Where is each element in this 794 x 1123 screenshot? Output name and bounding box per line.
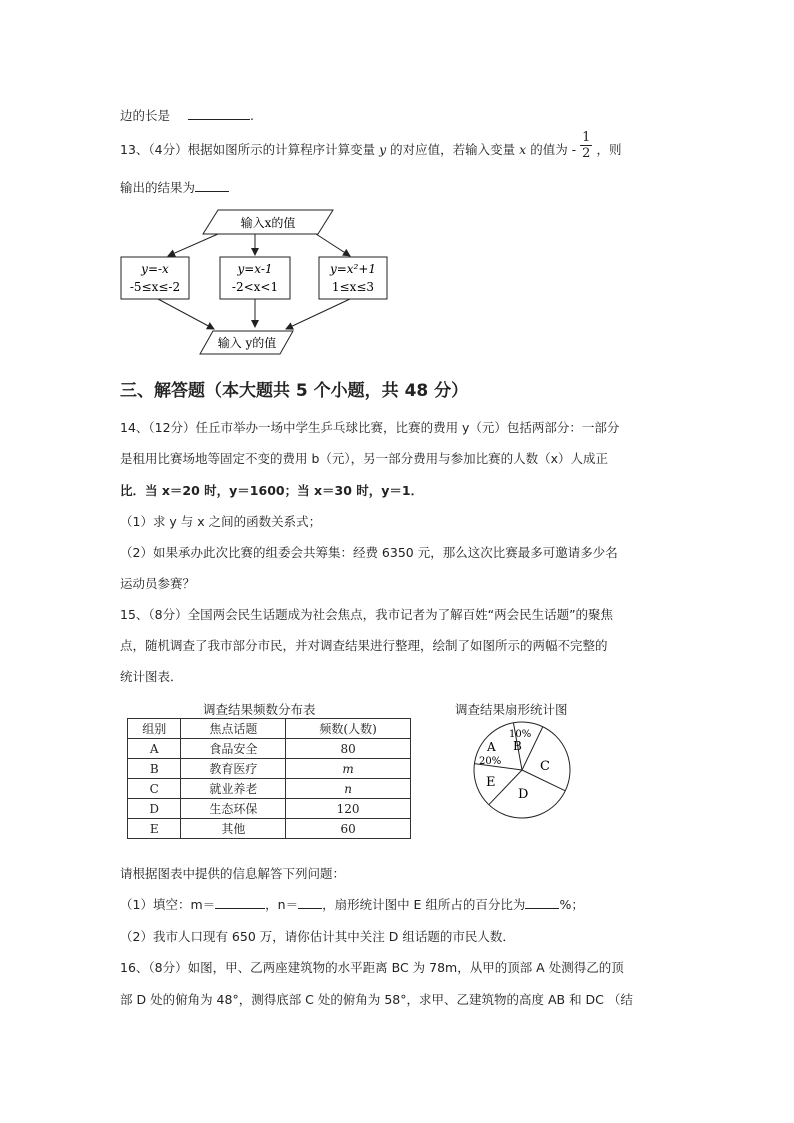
flow-arrow: [158, 299, 214, 329]
table-cell: m: [286, 759, 411, 779]
table-row: [128, 799, 411, 819]
flow-input-label: 输入x的值: [240, 216, 296, 230]
q15-line3: 统计图表．: [120, 669, 183, 684]
table-row: [128, 779, 411, 799]
answer-blank: [188, 107, 250, 120]
table-cell: 就业养老: [181, 779, 286, 799]
pie-label-c: C: [540, 759, 550, 774]
q14-sub2b: 运动员参赛？: [120, 576, 196, 591]
pie-label-a: A: [487, 740, 496, 754]
table-cell: E: [128, 819, 181, 839]
table-cell: 80: [286, 739, 411, 759]
section-title: 三、解答题（本大题共 5 个小题，共 48 分）: [120, 381, 469, 401]
flowchart: [118, 205, 390, 360]
table-cell: n: [286, 779, 411, 799]
table-header-cell: 焦点话题: [181, 719, 286, 739]
table-cell: 其他: [181, 819, 286, 839]
q16-line1: 16、（8分）如图，甲、乙两座建筑物的水平距离 BC 为 78m，从甲的顶部 A 处测得乙的顶: [120, 960, 624, 975]
flow-formula-1: y=-x: [141, 262, 169, 276]
q15-line2: 点，随机调查了我市部分市民，并对调查结果进行整理，绘制了如图所示的两幅不完整的: [120, 638, 608, 653]
q14-line3: 比．当 x＝20 时，y＝1600；当 x＝30 时，y＝1．: [120, 483, 424, 498]
flow-range-1: -5≤x≤-2: [129, 280, 181, 294]
q14-sub1: （1）求 y 与 x 之间的函数关系式；: [120, 514, 322, 529]
flow-arrow: [316, 234, 350, 256]
q14-sub2a: （2）如果承办此次比赛的组委会共筹集：经费 6350 元，那么这次比赛最多可邀请多少名: [120, 545, 618, 560]
pie-label-d: D: [518, 787, 529, 802]
table-cell: 120: [286, 799, 411, 819]
table-row: [128, 759, 411, 779]
answer-blank: [525, 896, 559, 909]
table-cell: A: [128, 739, 181, 759]
flow-formula-3: y=x²+1: [329, 262, 377, 276]
table-title: 调查结果频数分布表: [203, 702, 316, 717]
table-cell: D: [128, 799, 181, 819]
q14-line1: 14、（12分）任丘市举办一场中学生乒乓球比赛，比赛的费用 y（元）包括两部分：一部分: [120, 420, 620, 435]
pie-chart: [468, 720, 578, 820]
q15-ask: 请根据图表中提供的信息解答下列问题：: [120, 866, 346, 881]
q12-tail: 边的长是 .: [120, 108, 254, 123]
answer-blank: [298, 896, 322, 909]
table-cell: B: [128, 759, 181, 779]
q15-sub1: （1）填空：m＝ ，n＝ ，扇形统计图中 E 组所占的百分比为 %；: [120, 897, 584, 912]
q14-line2: 是租用比赛场地等固定不变的费用 b（元），另一部分费用与参加比赛的人数（x）人成正: [120, 451, 609, 466]
table-row: [128, 739, 411, 759]
q16-line2: 部 D 处的俯角为 48°，测得底部 C 处的俯角为 58°，求甲、乙建筑物的高度 AB 和 DC （结: [120, 992, 633, 1007]
q15-line1: 15、（8分）全国两会民生话题成为社会焦点，我市记者为了解百姓“两会民生话题”的聚焦: [120, 607, 614, 622]
flow-arrow: [168, 234, 218, 256]
pie-pct-b: 10%: [509, 729, 532, 740]
frequency-table: [127, 718, 411, 839]
flow-formula-2: y=x-1: [237, 262, 273, 276]
flow-output-label: 输入 y的值: [217, 336, 277, 350]
answer-blank: [195, 179, 229, 192]
table-header-cell: 频数(人数): [286, 719, 411, 739]
pie-label-b: B: [513, 739, 522, 753]
q13-line1: 13、（4分）根据如图所示的计算程序计算变量 y 的对应值，若输入变量 x 的值为 - $\frac{1}{2}$ ，则: [120, 130, 622, 161]
table-cell: 60: [286, 819, 411, 839]
table-cell: 教育医疗: [181, 759, 286, 779]
q13-line2: 输出的结果为: [120, 178, 229, 196]
table-cell: C: [128, 779, 181, 799]
answer-blank: [215, 896, 265, 909]
table-row: [128, 819, 411, 839]
pie-title: 调查结果扇形统计图: [455, 702, 568, 717]
table-header-row: [128, 719, 411, 739]
table-header-cell: 组别: [128, 719, 181, 739]
table-cell: 生态环保: [181, 799, 286, 819]
table-cell: 食品安全: [181, 739, 286, 759]
pie-label-e: E: [486, 775, 496, 790]
fraction-one-half: $\frac{1}{2}$: [582, 130, 591, 161]
flow-range-3: 1≤x≤3: [331, 280, 375, 294]
pie-pct-a: 20%: [479, 756, 502, 767]
flow-range-2: -2<x<1: [231, 280, 279, 294]
flow-arrow: [286, 299, 350, 329]
q15-sub2: （2）我市人口现有 650 万，请你估计其中关注 D 组话题的市民人数．: [120, 929, 515, 944]
